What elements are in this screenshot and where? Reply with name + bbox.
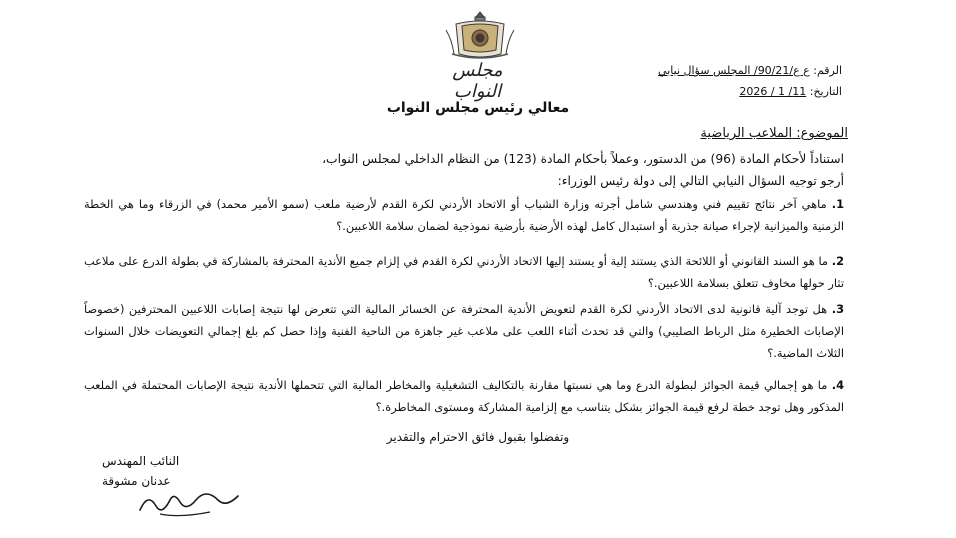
handwritten-signature-icon	[130, 482, 250, 522]
date-value: 11/ 1 / 2026	[739, 85, 807, 98]
question-1	[84, 193, 844, 237]
reference-label: الرقم:	[813, 64, 842, 77]
recipient: معالي رئيس مجلس النواب	[386, 100, 570, 116]
council-logo-text: مجلس النواب	[452, 60, 503, 102]
subject-line	[700, 126, 848, 141]
signatory-title: النائب المهندس	[102, 454, 180, 468]
question-text: ما هو إجمالي قيمة الجوائز لبطولة الدرع وما هي نسبتها مقارنة بالتكاليف التشغيلية والمخاطر المالية التي تتحملها الأندية نتيجة الإصابات المحتملة في الملعب المذكور وهل توجد خطة لرفع قيمة الجوائز بشكل يتناسب مع إلزامية المشاركة ومستوى المخاطرة.؟	[84, 378, 844, 414]
reference-number	[658, 64, 842, 77]
subject-value: الملاعب الرياضية	[700, 126, 793, 141]
closing-line: وتفضلوا بقبول فائق الاحترام والتقدير	[386, 430, 570, 444]
question-2	[84, 250, 844, 294]
signatory-name: عدنان مشوقة	[102, 474, 171, 488]
question-number: 1.	[831, 197, 844, 211]
question-number: 4.	[831, 378, 844, 392]
question-number: 2.	[831, 254, 844, 268]
reference-value: ع ع/90/21/ المجلس سؤال نيابي	[658, 64, 810, 77]
question-text: ماهي آخر نتائج تقييم فني وهندسي شامل أجرته وزارة الشباب أو الاتحاد الأردني لكرة القدم لأرضية ملعب (سمو الأمير محمد) في الزرقاء وما هي الخطة الزمنية والميزانية لإجراء صيانة جذرية أو استبدال كامل لهذه الأرضية بأرضية نموذجية لضمان سلامة اللاعبين.؟	[84, 197, 844, 233]
intro-paragraph-2: أرجو توجيه السؤال النيابي التالي إلى دولة رئيس الوزراء:	[557, 174, 844, 188]
intro-paragraph-1: استناداً لأحكام المادة (96) من الدستور، وعملاً بأحكام المادة (123) من النظام الداخلي لمجلس النواب،	[322, 152, 844, 166]
royal-emblem-icon	[442, 10, 518, 60]
question-3	[84, 298, 844, 364]
subject-label: الموضوع:	[796, 126, 848, 141]
question-text: ما هو السند القانوني أو اللائحة الذي يستند إلية أو يستند إليها الاتحاد الأردني لكرة القدم في إلزام جميع الأندية المحترفة بالمشاركة في بطولة الدرع على ملاعب تثار حولها مخاوف تتعلق بسلامة اللاعبين.؟	[84, 254, 844, 290]
date-label: التاريخ:	[809, 85, 842, 98]
document-date	[739, 85, 842, 98]
question-text: هل توجد آلية قانونية لدى الاتحاد الأردني لكرة القدم لتعويض الأندية المحترفة عن الخسائر المالية التي تتعرض لها نتيجة إصابات اللاعبين المحترفين (خصوصاً الإصابات الخطيرة مثل الرباط الصليبي) والتي قد تحدث أثناء اللعب على ملاعب غير جاهزة من الناحية الفنية وإذا حصل كم بلغ إجمالي التعويضات خلال السنوات الثلاث الماضية.؟	[84, 302, 844, 360]
question-number: 3.	[831, 302, 844, 316]
question-4	[84, 374, 844, 418]
